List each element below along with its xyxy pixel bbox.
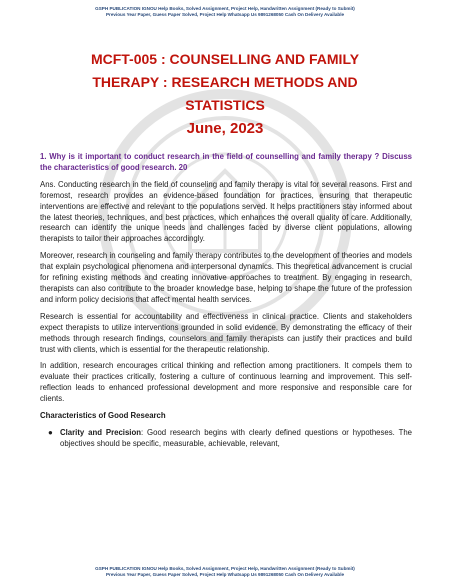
title-line-1: MCFT-005 : COUNSELLING AND FAMILY — [90, 51, 360, 67]
bullet-dot-icon: ● — [48, 427, 53, 437]
title-line-3: STATISTICS — [185, 97, 265, 113]
title-line-2: THERAPY : RESEARCH METHODS AND — [92, 74, 358, 90]
question-text: 1. Why is it important to conduct research in the field of counselling and family therapy ? Discuss the characteristics of good research. 20 — [40, 152, 412, 172]
bullet-term: Clarity and Precision — [60, 427, 141, 437]
answer-content — [40, 152, 412, 450]
bullet-item — [48, 428, 412, 450]
paragraph-1: Ans. Conducting research in the field of counseling and family therapy is vital for several reasons. First and foremost, research provides an evidence-based foundation for practices, ensuring that therapeutic interventions are effective and relevant to the populations served. It helps practitioners stay informed about the latest theories, techniques, and best practices, which enhances the overall quality of care. Additionally, research can identify the unique needs and challenges faced by diverse client populations, allowing therapists to tailor their approaches accordingly. — [40, 179, 412, 244]
footer-line-1: GSPH PUBLICATION IGNOU Help Books, Solved Assignment, Project Help, Handwritten Assignment (Ready to Submit) — [95, 566, 355, 571]
paragraph-3: Research is essential for accountability and effectiveness in clinical practice. Clients and stakeholders expect therapists to utilize interventions grounded in solid evidence. By demonstrating the efficacy of their methods through research findings, counselors and family therapists can justify their practices and build trust with clients, which is essential for the therapeutic relationship. — [40, 311, 412, 354]
paragraph-4: In addition, research encourages critical thinking and reflection among practitioners. It compels them to evaluate their practices critically, fostering a culture of continuous learning and improvement. This self-reflection leads to enhanced professional development and more responsive and responsible care for clients. — [40, 361, 412, 404]
paragraph-2: Moreover, research in counseling and family therapy contributes to the development of theories and models that explain psychological phenomena and interpersonal dynamics. This theoretical advancement is crucial for refining existing methods and creating innovative approaches to treatment. By engaging in research, therapists can also contribute to the broader knowledge base, helping to shape the future of the profession and inform policy decisions that affect mental health services. — [40, 251, 412, 304]
bullet-description: : Good research begins with clearly defined questions or hypotheses. The objectives should be specific, measurable, achievable, relevant, — [60, 427, 412, 448]
footer-line-2: Previous Year Paper, Guess Paper Solved, Project Help Whatsapp Us 9891268050 Cash On Delivery Available — [105, 572, 345, 577]
page-footer — [0, 566, 450, 578]
section-subheading: Characteristics of Good Research — [40, 411, 166, 421]
header-line-1: GSPH PUBLICATION IGNOU Help Books, Solved Assignment, Project Help, Handwritten Assignment (Ready to Submit) — [95, 6, 355, 11]
exam-date: June, 2023 — [186, 120, 264, 137]
document-title — [40, 48, 410, 140]
bullet-text — [60, 428, 412, 450]
header-line-2: Previous Year Paper, Guess Paper Solved, Project Help Whatsapp Us 9891268050 Cash On Delivery Available — [105, 12, 345, 17]
page-header — [0, 6, 450, 18]
